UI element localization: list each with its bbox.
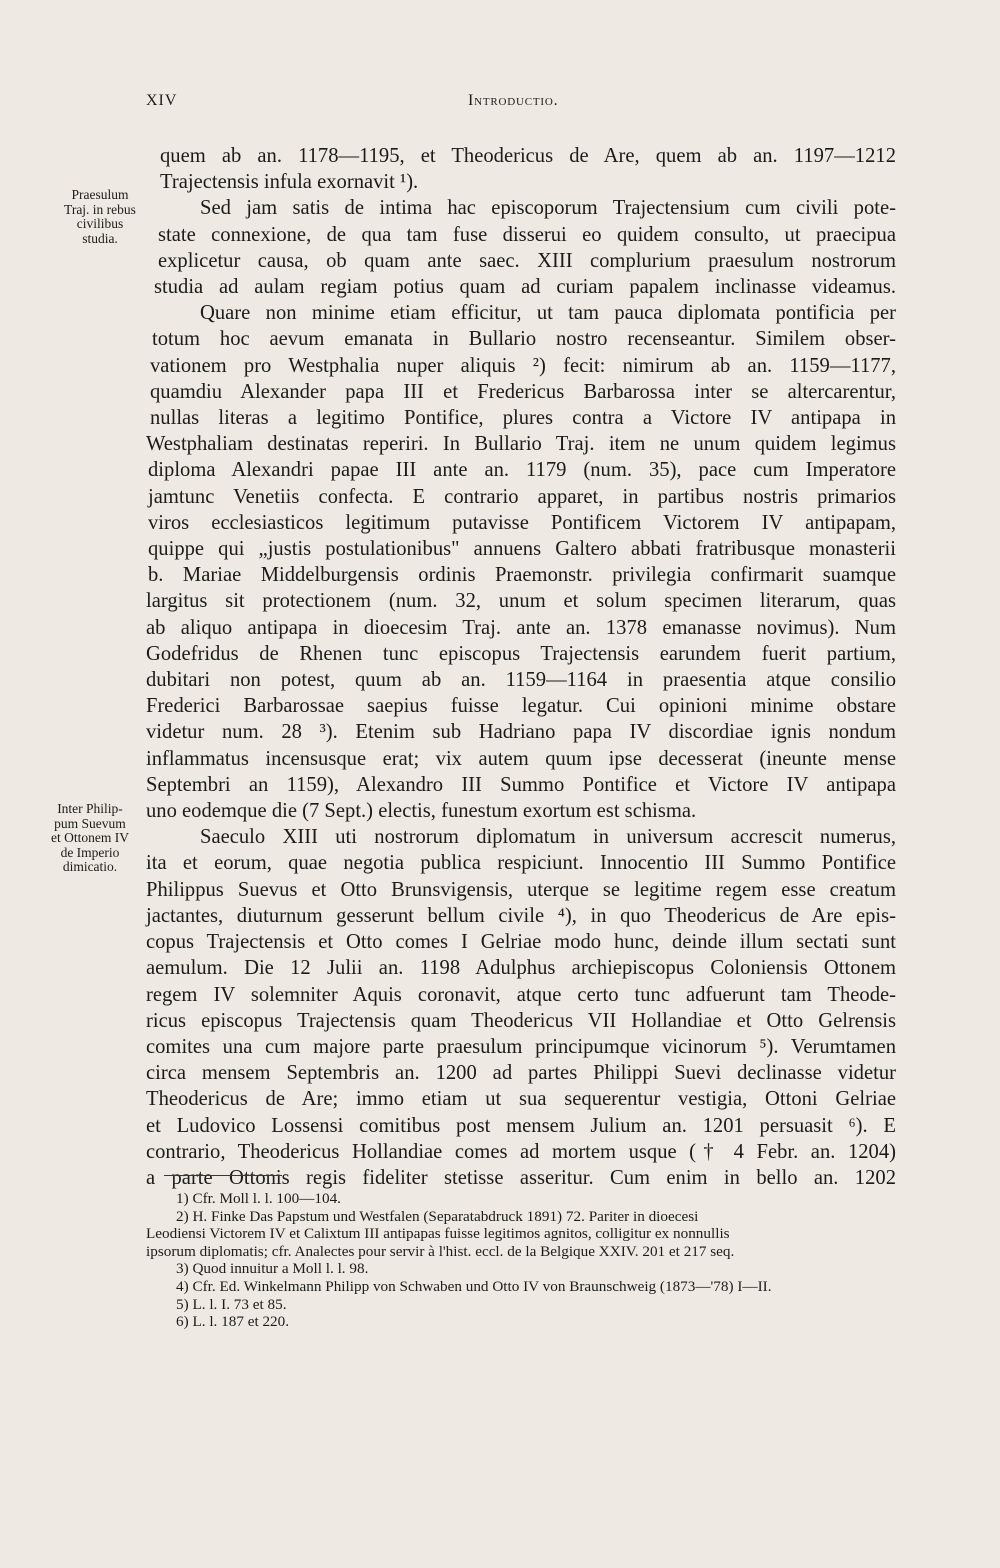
text-line: Philippus Suevus et Otto Brunsvigensis, uterque se legitime regem esse creatum (146, 878, 896, 901)
footnote: 6) L. l. 187 et 220. (176, 1313, 290, 1331)
footnote-continuation: ipsorum diplomatis; cfr. Analectes pour servir à l'hist. eccl. de la Belgique XXIV. 201 et 217 seq. (146, 1242, 735, 1260)
text-line: dubitari non potest, quum ab an. 1159—1164 in praesentia atque consilio (146, 669, 896, 692)
text-line: Septembri an 1159), Alexandro III Summo Pontifice et Victore IV antipapa (146, 773, 896, 796)
text-line: a parte Ottonis regis fideliter stetisse asseritur. Cum enim in bello an. 1202 (146, 1166, 896, 1189)
page-number: XIV (146, 92, 178, 109)
text-line: circa mensem Septembris an. 1200 ad partes Philippi Suevi declinasse videtur (146, 1062, 896, 1085)
text-line: diploma Alexandri papae III ante an. 1179 (num. 35), pace cum Imperatore (148, 459, 896, 482)
text-line: et Ludovico Lossensi comitibus post mensem Julium an. 1201 persuasit ⁶). E (146, 1114, 896, 1137)
text-line: Godefridus de Rhenen tunc episcopus Trajectensis earundem fuerit partium, (146, 642, 896, 665)
text-line: Quare non minime etiam efficitur, ut tam pauca diplomata pontificia per (200, 302, 896, 325)
footnotes (146, 1190, 896, 1331)
margin-note-line: Traj. in rebus (64, 201, 136, 217)
text-line: vationem pro Westphalia nuper aliquis ²) fecit: nimirum ab an. 1159—1177, (150, 354, 896, 377)
main-text (146, 143, 896, 1191)
text-line: quem ab an. 1178—1195, et Theodericus de Are, quem ab an. 1197—1212 (160, 145, 896, 167)
text-line: contrario, Theodericus Hollandiae comes ad mortem usque († 4 Febr. an. 1204) (146, 1140, 896, 1163)
text-line: ita et eorum, quae negotia publica respiciunt. Innocentio III Summo Pontifice (146, 852, 896, 875)
text-line: videtur num. 28 ³). Etenim sub Hadriano papa IV discordiae ignis nondum (146, 721, 896, 744)
text-line: studia ad aulam regiam potius quam ad curiam papalem inclinasse videamus. (154, 276, 896, 299)
text-line: largitus sit protectionem (num. 32, unum et solum specimen literarum, quas (146, 590, 896, 613)
footnote: 2) H. Finke Das Papstum und Westfalen (Separatabdruck 1891) 72. Pariter in dioecesi (176, 1207, 699, 1225)
text-line: jactantes, diuturnum gesserunt bellum civile ⁴), in quo Theodericus de Are epis- (146, 904, 896, 927)
margin-note-line: Praesulum (71, 187, 129, 202)
text-line: copus Trajectensis et Otto comes I Gelriae modo hunc, deinde illum sectati sunt (146, 931, 896, 954)
footnote: 1) Cfr. Moll l. l. 100—104. (176, 1190, 341, 1207)
text-line: ricus episcopus Trajectensis quam Theodericus VII Hollandiae et Otto Gelrensis (146, 1009, 896, 1032)
margin-note-line: et Ottonem IV (51, 830, 129, 845)
footnote: 4) Cfr. Ed. Winkelmann Philipp von Schwaben und Otto IV von Braunschweig (1873—'78) I—II. (176, 1277, 772, 1295)
margin-note-line: studia. (82, 230, 118, 246)
footnote: 5) L. l. I. 73 et 85. (176, 1295, 287, 1313)
margin-note-line: pum Suevum (54, 815, 126, 831)
text-line: regem IV solemniter Aquis coronavit, atque certo tunc adfuerunt tam Theode- (146, 983, 896, 1006)
text-line: Trajectensis infula exornavit ¹). (160, 171, 419, 194)
text-line: explicetur causa, ob quam ante saec. XIII complurium praesulum nostrorum (158, 249, 896, 272)
margin-note-line: civilibus (76, 216, 124, 231)
text-line: viros ecclesiasticos legitimum putavisse Pontificem Victorem IV antipapam, (148, 511, 896, 534)
text-line: Saeculo XIII uti nostrorum diplomatum in universum accrescit numerus, (200, 826, 896, 849)
footnote: 3) Quod innuitur a Moll l. l. 98. (176, 1260, 369, 1278)
text-line: Sed jam satis de intima hac episcoporum Trajectensium cum civili pote- (200, 197, 896, 220)
running-head (0, 92, 1000, 116)
running-title: Introductio. (468, 92, 559, 109)
margin-note-philippus (40, 802, 140, 875)
text-line: ab aliquo antipapa in dioecesim Traj. ante an. 1378 emanasse novimus). Num (146, 616, 896, 639)
margin-note-praesulum (50, 188, 150, 246)
margin-note-line: de Imperio (60, 844, 120, 860)
text-line: b. Mariae Middelburgensis ordinis Praemonstr. privilegia confirmarit suamque (148, 564, 896, 587)
text-line: quamdiu Alexander papa III et Fredericus Barbarossa inter se altercarentur, (150, 380, 896, 403)
text-line: state connexione, de qua tam fuse disserui eo quidem consulto, ut praecipua (158, 223, 896, 246)
footnote-continuation: Leodiensi Victorem IV et Calixtum III antipapas fuisse legitimos agnitos, colligitur ex nonnullis (146, 1225, 730, 1243)
text-line: comites una cum majore parte praesulum principumque vicinorum ⁵). Verumtamen (146, 1035, 896, 1058)
margin-note-line: dimicatio. (62, 859, 118, 874)
text-line: quippe qui „justis postulationibus" annuens Galtero abbati fratribusque monasterii (148, 538, 896, 561)
text-line: inflammatus incensusque erat; vix autem quum ipse decesserat (ineunte mense (146, 747, 896, 770)
text-line: Westphaliam destinatas reperiri. In Bullario Traj. item ne unum quidem legimus (146, 433, 896, 456)
text-line: Theodericus de Are; immo etiam ut sua sequerentur vestigia, Ottoni Gelriae (146, 1088, 896, 1111)
text-line: nullas literas a legitimo Pontifice, plures contra a Victore IV antipapa in (150, 407, 896, 430)
text-line: jamtunc Venetiis confecta. E contrario apparet, in partibus nostris primarios (148, 485, 896, 508)
text-line: totum hoc aevum emanata in Bullario nostro recenseantur. Similem obser- (152, 328, 896, 351)
footnote-rule (164, 1175, 282, 1176)
text-line: uno eodemque die (7 Sept.) electis, funestum exortum est schisma. (146, 800, 697, 823)
text-line: Frederici Barbarossae saepius fuisse legatur. Cui opinioni minime obstare (146, 695, 896, 718)
text-line: aemulum. Die 12 Julii an. 1198 Adulphus archiepiscopus Coloniensis Ottonem (146, 957, 896, 980)
margin-note-line: Inter Philip- (57, 801, 123, 816)
